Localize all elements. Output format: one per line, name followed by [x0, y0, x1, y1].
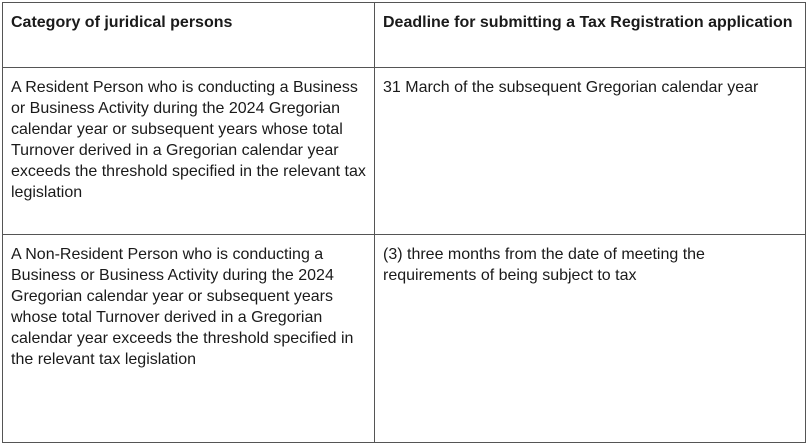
header-category: Category of juridical persons	[3, 3, 375, 68]
tax-registration-deadlines-table	[2, 2, 806, 443]
table-row	[3, 68, 806, 235]
cell-category-resident: A Resident Person who is conducting a Business or Business Activity during the 2024 Gregorian calendar year or subsequent years whose total Turnover derived in a Gregorian calendar year exceeds the threshold specified in the relevant tax legislation	[3, 68, 375, 235]
cell-deadline-resident: 31 March of the subsequent Gregorian calendar year	[375, 68, 806, 235]
table-row	[3, 235, 806, 443]
cell-category-non-resident: A Non-Resident Person who is conducting a Business or Business Activity during the 2024 Gregorian calendar year or subsequent years whose total Turnover derived in a Gregorian calendar year exceeds the threshold specified in the relevant tax legislation	[3, 235, 375, 443]
header-deadline: Deadline for submitting a Tax Registration application	[375, 3, 806, 68]
cell-deadline-non-resident: (3) three months from the date of meeting the requirements of being subject to tax	[375, 235, 806, 443]
table-header-row	[3, 3, 806, 68]
